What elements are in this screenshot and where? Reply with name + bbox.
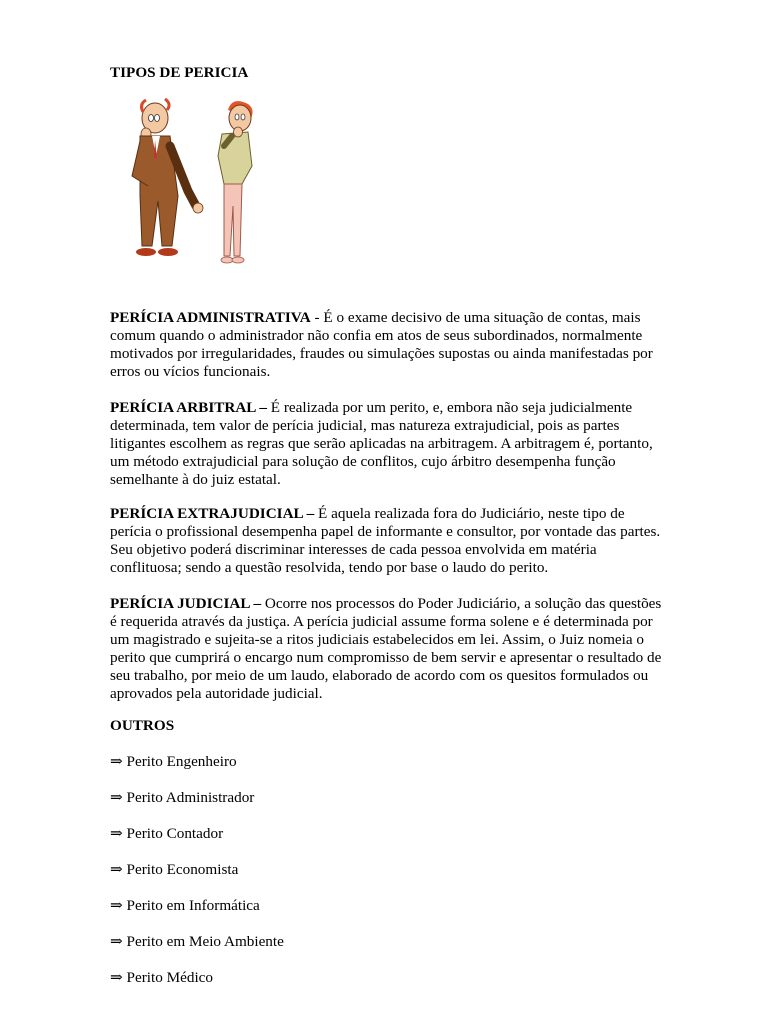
section-heading: PERÍCIA JUDICIAL – <box>110 595 262 612</box>
section-pericia-judicial <box>110 595 662 703</box>
section-body: Ocorre nos processos do Poder Judiciário, a solução das questões é requerida através da justiça. A perícia judicial assume forma solene e é determinada por um magistrado e sujeita-se a ritos judiciais estabelecidos em lei. Assim, o Juiz nomeia o perito que cumprirá o encargo num compromisso de bem servir e apresentar o resultado de seu trabalho, por meio de um laudo, elaborado de acordo com os quesitos formulados ou aprovados pela autoridade judicial. <box>110 595 662 702</box>
section-pericia-extrajudicial <box>110 505 662 577</box>
section-pericia-administrativa: PERÍCIA ADMINISTRATIVA - É o exame decisivo de uma situação de contas, mais comum quando o administrador não confia em atos de seus subordinados, normalmente motivados por irregularidades, fraudes ou simulações supostas ou ainda manifestadas por erros ou vícios funcionais. <box>110 309 653 380</box>
section-heading: PERÍCIA ARBITRAL – <box>110 399 267 416</box>
outros-heading: OUTROS <box>110 717 175 734</box>
section-heading: PERÍCIA ADMINISTRATIVA <box>110 309 311 326</box>
list-item: ⇒ Perito em Informática <box>110 897 260 914</box>
arrow-icon: ⇒ <box>110 825 123 842</box>
arrow-icon: ⇒ <box>110 789 123 806</box>
section-body: É o exame decisivo de uma situação de contas, mais comum quando o administrador não confia em atos de seus subordinados, normalmente motivados por irregularidades, fraudes ou simulações supostas ou ainda manifestadas por erros ou vícios funcionais. <box>110 309 653 380</box>
arrow-icon: ⇒ <box>110 753 123 770</box>
list-item: ⇒ Perito em Meio Ambiente <box>110 933 284 950</box>
list-item: ⇒ Perito Contador <box>110 825 224 842</box>
list-item: ⇒ Perito Economista <box>110 861 239 878</box>
two-thinking-men-illustration <box>110 96 260 276</box>
arrow-icon: ⇒ <box>110 969 123 986</box>
document-page <box>110 64 662 986</box>
section-body: É realizada por um perito, e, embora não seja judicialmente determinada, tem valor de perícia judicial, mas natureza extrajudicial, pois as partes litigantes escolhem as regras que serão aplicadas na arbitragem. A arbitragem é, portanto, um método extrajudicial para solução de conflitos, cujo árbitro desempenha função semelhante à do juiz estatal. <box>110 399 653 488</box>
arrow-icon: ⇒ <box>110 897 123 914</box>
document-title: TIPOS DE PERICIA <box>110 64 249 81</box>
section-heading: PERÍCIA EXTRAJUDICIAL – <box>110 505 315 522</box>
list-item: ⇒ Perito Administrador <box>110 789 255 806</box>
list-item: ⇒ Perito Médico <box>110 969 213 986</box>
section-body: É aquela realizada fora do Judiciário, neste tipo de perícia o profissional desempenha papel de informante e consultor, por vontade das partes. Seu objetivo poderá discriminar interesses de cada pessoa envolvida em matéria conflituosa; sendo a questão resolvida, tendo por base o laudo do perito. <box>110 505 661 576</box>
list-item: ⇒ Perito Engenheiro <box>110 753 237 770</box>
arrow-icon: ⇒ <box>110 861 123 878</box>
arrow-icon: ⇒ <box>110 933 123 950</box>
section-pericia-arbitral <box>110 399 662 489</box>
